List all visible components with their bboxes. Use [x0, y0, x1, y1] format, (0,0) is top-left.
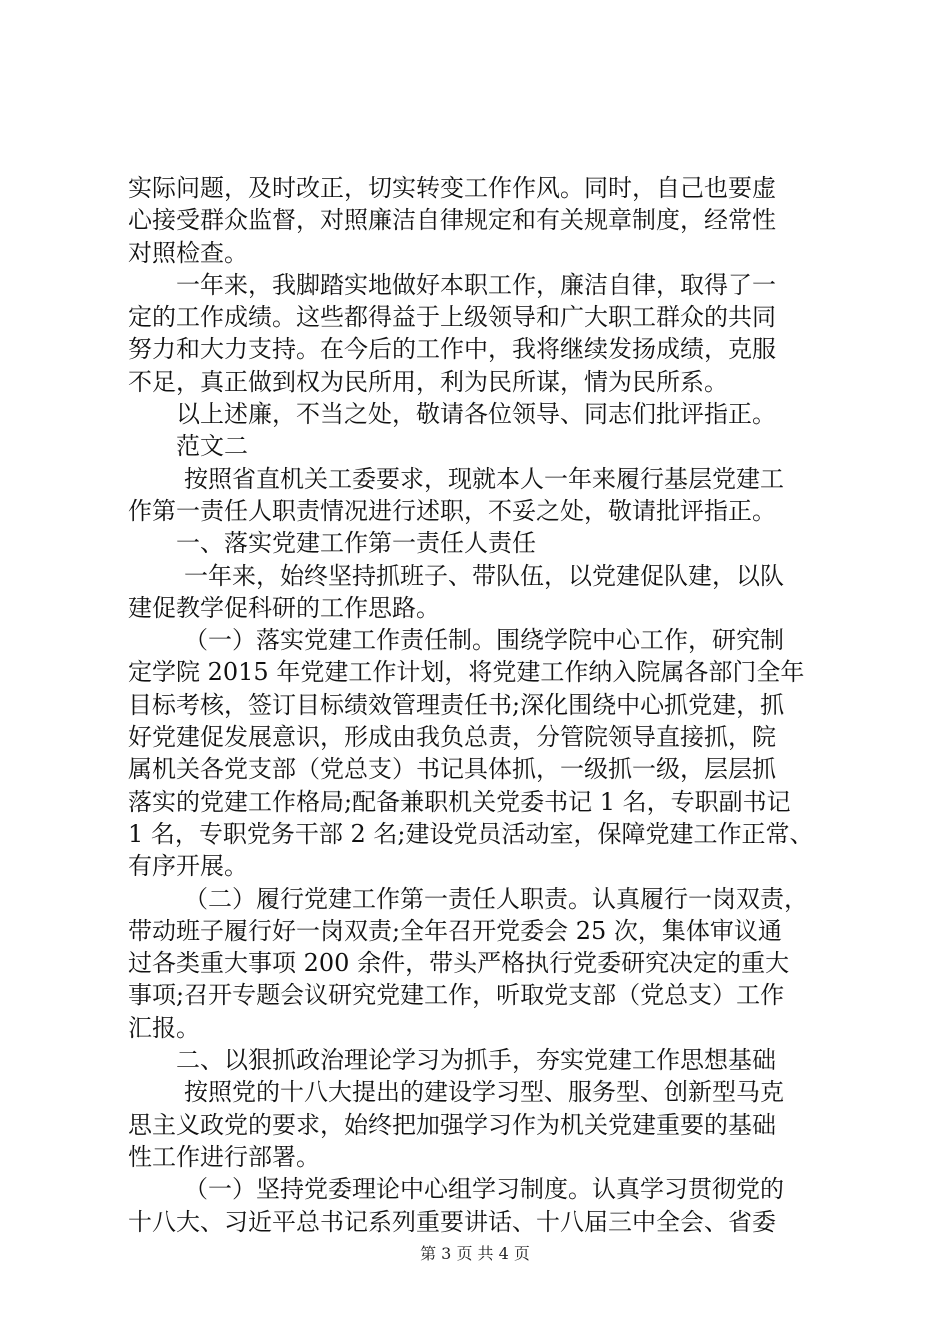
text-line: 建促教学促科研的工作思路。 — [128, 593, 440, 622]
text-line: （一）坚持党委理论中心组学习制度。认真学习贯彻党的 — [184, 1175, 784, 1204]
text-line: 落实的党建工作格局;配备兼职机关党委书记 1 名，专职副书记 — [128, 787, 791, 816]
text-line: 汇报。 — [128, 1013, 200, 1042]
text-line: 有序开展。 — [128, 852, 248, 881]
text-line: 定的工作成绩。这些都得益于上级领导和广大职工群众的共同 — [128, 303, 776, 332]
document-body — [128, 172, 838, 1238]
text-line: 目标考核，签订目标绩效管理责任书;深化围绕中心抓党建，抓 — [128, 690, 785, 719]
text-line: 实际问题，及时改正，切实转变工作作风。同时，自己也要虚 — [128, 174, 776, 202]
text-line: 好党建促发展意识，形成由我负总责，分管院领导直接抓，院 — [128, 723, 776, 752]
text-line: 以上述廉，不当之处，敬请各位领导、同志们批评指正。 — [176, 400, 776, 429]
text-line: 定学院 2015 年党建工作计划，将党建工作纳入院属各部门全年 — [128, 658, 805, 687]
text-line: 事项;召开专题会议研究党建工作，听取党支部（党总支）工作 — [128, 981, 785, 1010]
text-line: 按照省直机关工委要求，现就本人一年来履行基层党建工 — [184, 464, 784, 493]
text-line: 属机关各党支部（党总支）书记具体抓，一级抓一级，层层抓 — [128, 755, 776, 784]
text-line: 过各类重大事项 200 余件，带头严格执行党委研究决定的重大 — [128, 949, 790, 978]
section-heading: 范文二 — [176, 432, 248, 461]
text-line: 努力和大力支持。在今后的工作中，我将继续发扬成绩，克服 — [128, 335, 776, 364]
text-line: 心接受群众监督，对照廉洁自律规定和有关规章制度，经常性 — [128, 206, 776, 235]
text-line: 一年来，我脚踏实地做好本职工作，廉洁自律，取得了一 — [176, 270, 776, 299]
text-line: 性工作进行部署。 — [128, 1142, 320, 1171]
text-line: 带动班子履行好一岗双责;全年召开党委会 25 次，集体审议通 — [128, 916, 782, 945]
text-line: 思主义政党的要求，始终把加强学习作为机关党建重要的基础 — [128, 1110, 776, 1139]
text-line: 十八大、习近平总书记系列重要讲话、十八届三中全会、省委 — [128, 1207, 776, 1236]
text-line: 一年来，始终坚持抓班子、带队伍，以党建促队建，以队 — [184, 561, 784, 590]
text-line: 不足，真正做到权为民所用，利为民所谋，情为民所系。 — [128, 367, 728, 396]
text-line: 作第一责任人职责情况进行述职，不妥之处，敬请批评指正。 — [128, 496, 776, 525]
text-line: （一）落实党建工作责任制。围绕学院中心工作，研究制 — [184, 626, 784, 655]
text-line: 按照党的十八大提出的建设学习型、服务型、创新型马克 — [184, 1078, 784, 1107]
section-heading: 二、以狠抓政治理论学习为抓手，夯实党建工作思想基础 — [176, 1046, 776, 1075]
text-line: （二）履行党建工作第一责任人职责。认真履行一岗双责， — [184, 884, 808, 913]
section-heading: 一、落实党建工作第一责任人责任 — [176, 529, 536, 558]
page-number-footer: 第 3 页 共 4 页 — [420, 1244, 530, 1263]
text-line: 1 名，专职党务干部 2 名;建设党员活动室，保障党建工作正常、 — [128, 819, 814, 848]
text-line: 对照检查。 — [128, 238, 248, 267]
